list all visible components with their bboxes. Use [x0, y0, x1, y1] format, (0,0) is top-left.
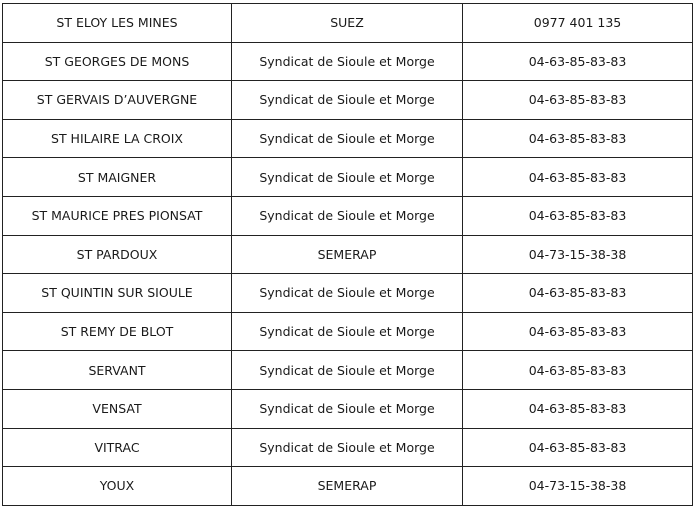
operator-cell: Syndicat de Sioule et Morge: [232, 42, 463, 81]
table-row: [3, 42, 693, 81]
operator-cell: SEMERAP: [232, 467, 463, 506]
commune-cell: ST GEORGES DE MONS: [3, 42, 232, 81]
operator-cell: Syndicat de Sioule et Morge: [232, 196, 463, 235]
commune-cell: ST ELOY LES MINES: [3, 4, 232, 43]
commune-cell: ST MAIGNER: [3, 158, 232, 197]
operator-cell: SEMERAP: [232, 235, 463, 274]
table-row: [3, 158, 693, 197]
table-row: [3, 235, 693, 274]
operator-cell: Syndicat de Sioule et Morge: [232, 312, 463, 351]
table-row: [3, 274, 693, 313]
phone-cell: 0977 401 135: [463, 4, 693, 43]
table-row: [3, 119, 693, 158]
phone-cell: 04-63-85-83-83: [463, 119, 693, 158]
phone-cell: 04-63-85-83-83: [463, 351, 693, 390]
operator-cell: Syndicat de Sioule et Morge: [232, 119, 463, 158]
phone-cell: 04-63-85-83-83: [463, 274, 693, 313]
table-row: [3, 351, 693, 390]
table-row: [3, 312, 693, 351]
commune-cell: ST PARDOUX: [3, 235, 232, 274]
phone-cell: 04-63-85-83-83: [463, 428, 693, 467]
commune-cell: SERVANT: [3, 351, 232, 390]
commune-cell: VENSAT: [3, 389, 232, 428]
commune-cell: YOUX: [3, 467, 232, 506]
table-row: [3, 467, 693, 506]
phone-cell: 04-73-15-38-38: [463, 467, 693, 506]
commune-cell: VITRAC: [3, 428, 232, 467]
table-row: [3, 196, 693, 235]
table-row: [3, 389, 693, 428]
phone-cell: 04-63-85-83-83: [463, 196, 693, 235]
operator-cell: Syndicat de Sioule et Morge: [232, 428, 463, 467]
phone-cell: 04-63-85-83-83: [463, 81, 693, 120]
table-row: [3, 4, 693, 43]
commune-cell: ST QUINTIN SUR SIOULE: [3, 274, 232, 313]
commune-cell: ST HILAIRE LA CROIX: [3, 119, 232, 158]
operator-cell: Syndicat de Sioule et Morge: [232, 158, 463, 197]
phone-cell: 04-63-85-83-83: [463, 312, 693, 351]
phone-cell: 04-63-85-83-83: [463, 158, 693, 197]
commune-cell: ST MAURICE PRES PIONSAT: [3, 196, 232, 235]
operator-cell: Syndicat de Sioule et Morge: [232, 81, 463, 120]
phone-cell: 04-63-85-83-83: [463, 42, 693, 81]
commune-cell: ST REMY DE BLOT: [3, 312, 232, 351]
table-row: [3, 81, 693, 120]
commune-cell: ST GERVAIS D’AUVERGNE: [3, 81, 232, 120]
phone-cell: 04-73-15-38-38: [463, 235, 693, 274]
table-row: [3, 428, 693, 467]
operator-cell: SUEZ: [232, 4, 463, 43]
operator-cell: Syndicat de Sioule et Morge: [232, 351, 463, 390]
operator-cell: Syndicat de Sioule et Morge: [232, 274, 463, 313]
operator-cell: Syndicat de Sioule et Morge: [232, 389, 463, 428]
phone-cell: 04-63-85-83-83: [463, 389, 693, 428]
contacts-table: [2, 3, 693, 506]
